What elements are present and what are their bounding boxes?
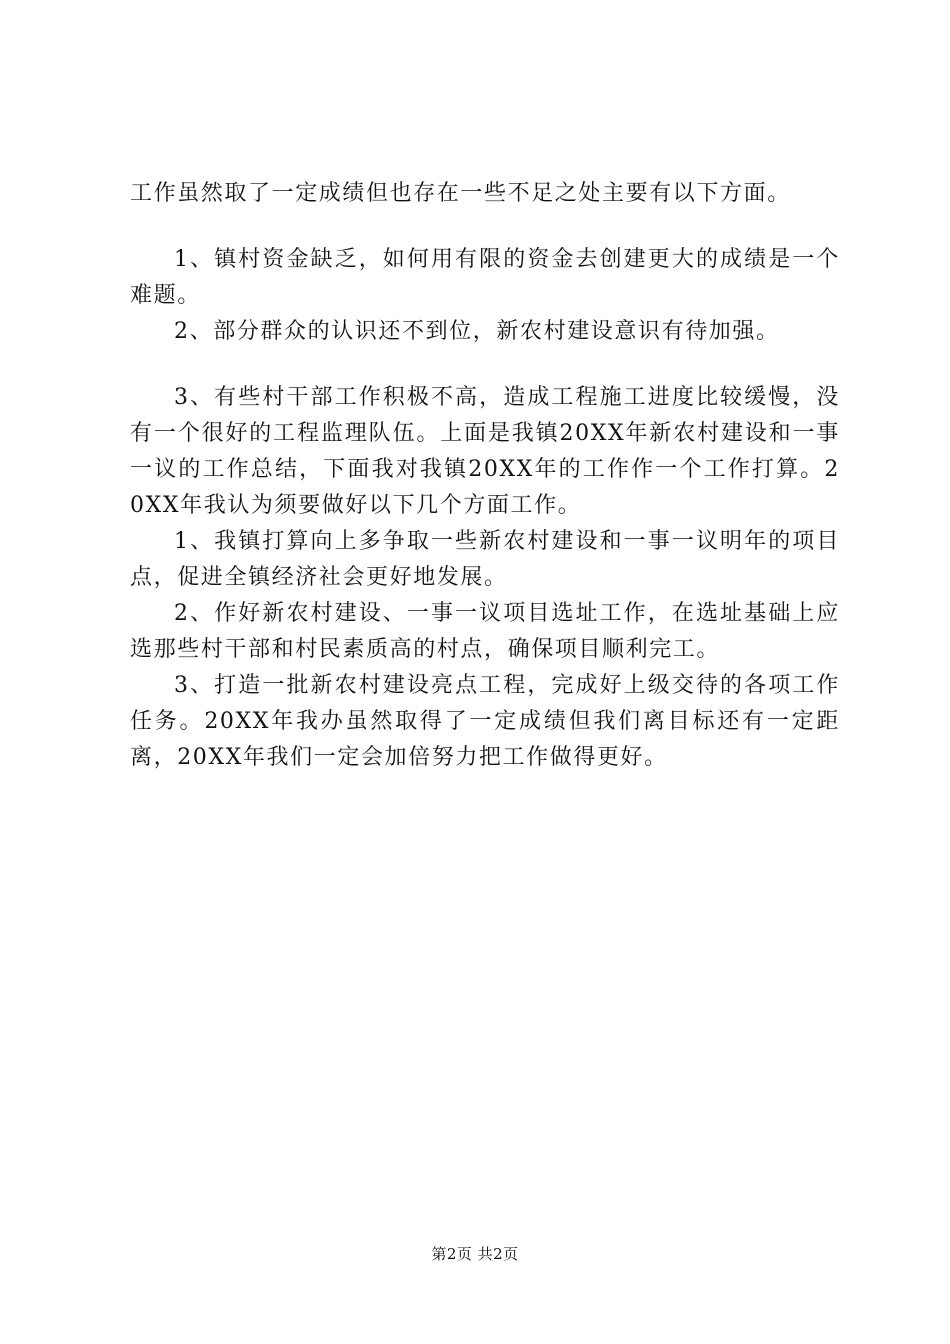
paragraph-intro: 工作虽然取了一定成绩但也存在一些不足之处主要有以下方面。: [130, 181, 791, 206]
paragraph-plan-3: 3、打造一批新农村建设亮点工程，完成好上级交待的各项工作任务。20XX年我办虽然取得了一定成绩但我们离目标还有一定距离，20XX年我们一定会加倍努力把工作做得更好。: [130, 673, 840, 770]
paragraph-plan-2: 2、作好新农村建设、一事一议项目选址工作，在选址基础上应选那些村干部和村民素质高的村点，确保项目顺利完工。: [130, 601, 840, 662]
document-body: [130, 176, 840, 776]
paragraph-plan-1: 1、我镇打算向上多争取一些新农村建设和一事一议明年的项目点，促进全镇经济社会更好地发展。: [130, 529, 840, 590]
paragraph-issue-2: 2、部分群众的认识还不到位，新农村建设意识有待加强。: [174, 319, 780, 344]
page-footer: 第2页 共2页: [431, 1245, 519, 1263]
paragraph-issue-3: 3、有些村干部工作积极不高，造成工程施工进度比较缓慢，没有一个很好的工程监理队伍。上面是我镇20XX年新农村建设和一事一议的工作总结，下面我对我镇20XX年的工作作一个工作打算。20XX年我认为须要做好以下几个方面工作。: [130, 385, 840, 518]
paragraph-issue-1: 1、镇村资金缺乏，如何用有限的资金去创建更大的成绩是一个难题。: [130, 247, 840, 308]
